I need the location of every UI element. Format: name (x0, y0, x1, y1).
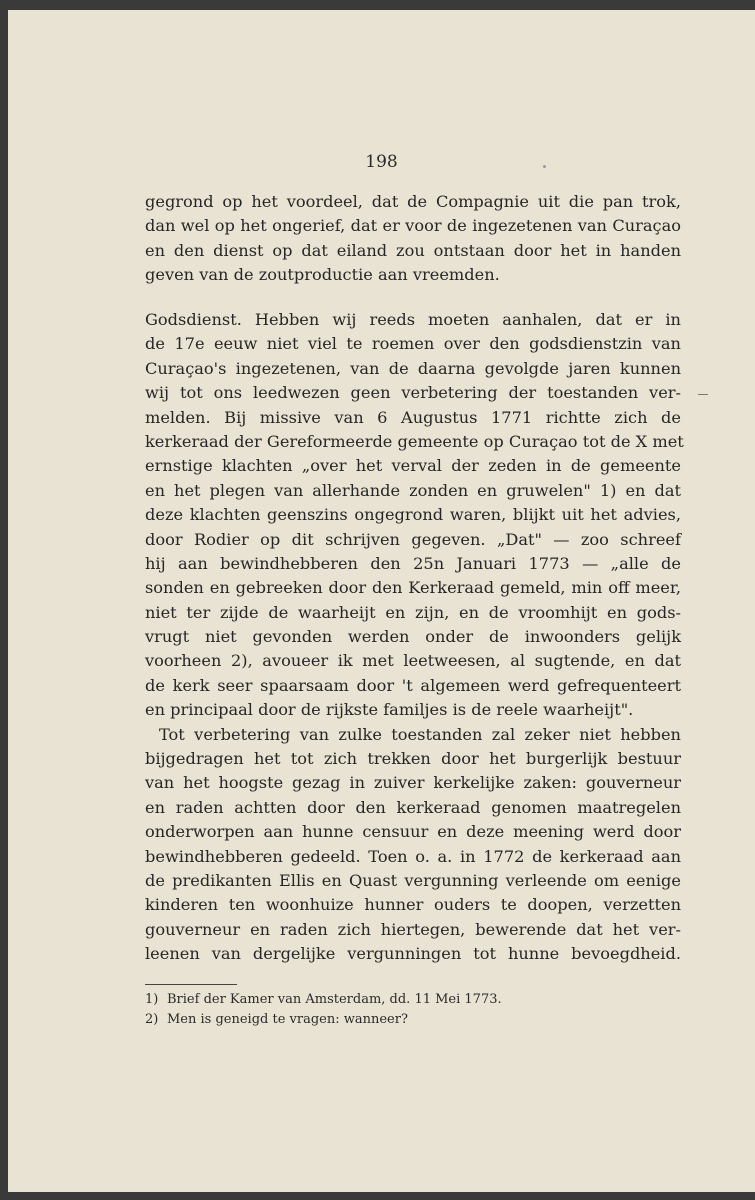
page-number: 198 (365, 152, 398, 172)
text-line: wij tot ons leedwezen geen verbetering der toestanden ver- (145, 383, 681, 403)
text-line: de predikanten Ellis en Quast vergunning verleende om eenige (145, 870, 681, 890)
text-line: leenen van dergelijke vergunningen tot hunne bevoegdheid. (145, 944, 681, 964)
text-line: kerkeraad der Gereformeerde gemeente op Curaçao tot de X met (145, 431, 684, 451)
footnote-text: Men is geneigd te vragen: wanneer? (167, 1012, 408, 1027)
text-line: bijgedragen het tot zich trekken door het burgerlijk bestuur (145, 749, 681, 769)
text-line: hij aan bewindhebberen den 25n Januari 1773 — „alle de (145, 553, 681, 573)
text-line: voorheen 2), avoueer ik met leetweesen, al sugtende, en dat (145, 651, 681, 671)
text-line: sonden en gebreeken door den Kerkeraad gemeld, min off meer, (145, 578, 681, 598)
text-line: en principaal door de rijkste familjes is de reele waarheijt". (145, 700, 634, 720)
book-page (8, 10, 755, 1192)
text-line: en den dienst op dat eiland zou ontstaan door het in handen (145, 240, 681, 260)
text-line: dan wel op het ongerief, dat er voor de ingezetenen van Curaçao (145, 216, 681, 236)
footnotes (145, 990, 665, 1030)
text-line: Godsdienst. Hebben wij reeds moeten aanhalen, dat er in (145, 310, 681, 329)
text-line: melden. Bij missive van 6 Augustus 1771 richtte zich de (145, 407, 681, 427)
text-line: de 17e eeuw niet viel te roemen over den godsdienstzin van (145, 334, 681, 354)
text-line: ernstige klachten „over het verval der zeden in de gemeente (145, 456, 681, 476)
margin-mark (698, 394, 708, 395)
text-line: kinderen ten woonhuize hunner ouders te doopen, verzetten (145, 895, 681, 915)
footnote (145, 1010, 665, 1030)
body-text (145, 308, 684, 967)
text-line: Tot verbetering van zulke toestanden zal zeker niet hebben (159, 724, 681, 744)
text-line: en raden achtten door den kerkeraad genomen maatregelen (145, 797, 681, 817)
footnote-marker: 2) (145, 1012, 159, 1027)
text-line: en het plegen van allerhande zonden en gruwelen" 1) en dat (145, 480, 681, 500)
text-line: vrugt niet gevonden werden onder de inwoonders gelijk (145, 627, 681, 647)
text-line: door Rodier op dit schrijven gegeven. „Dat" — zoo schreef (145, 529, 681, 549)
text-line: gouverneur en raden zich hiertegen, bewerende dat het ver- (145, 919, 681, 939)
text-line: Curaçao's ingezetenen, van de daarna gevolgde jaren kunnen (145, 358, 681, 378)
text-line: onderworpen aan hunne censuur en deze meening werd door (145, 822, 681, 842)
text-line: bewindhebberen gedeeld. Toen o. a. in 1772 de kerkeraad aan (145, 846, 681, 866)
body-text (145, 190, 681, 288)
footnote-text: Brief der Kamer van Amsterdam, dd. 11 Mei 1773. (167, 992, 502, 1007)
text-line: deze klachten geenszins ongegrond waren, blijkt uit het advies, (145, 505, 681, 525)
text-line: de kerk seer spaarsaam door 't algemeen werd gefrequenteert (145, 675, 681, 695)
text-line: gegrond op het voordeel, dat de Compagnie uit die pan trok, (145, 192, 681, 211)
text-line: van het hoogste gezag in zuiver kerkelijke zaken: gouverneur (145, 773, 681, 793)
footnote (145, 990, 665, 1010)
text-line: geven van de zoutproductie aan vreemden. (145, 265, 500, 285)
footnote-rule (145, 984, 237, 985)
footnote-marker: 1) (145, 992, 159, 1007)
text-line: niet ter zijde de waarheijt en zijn, en de vroomhijt en gods- (145, 602, 681, 622)
